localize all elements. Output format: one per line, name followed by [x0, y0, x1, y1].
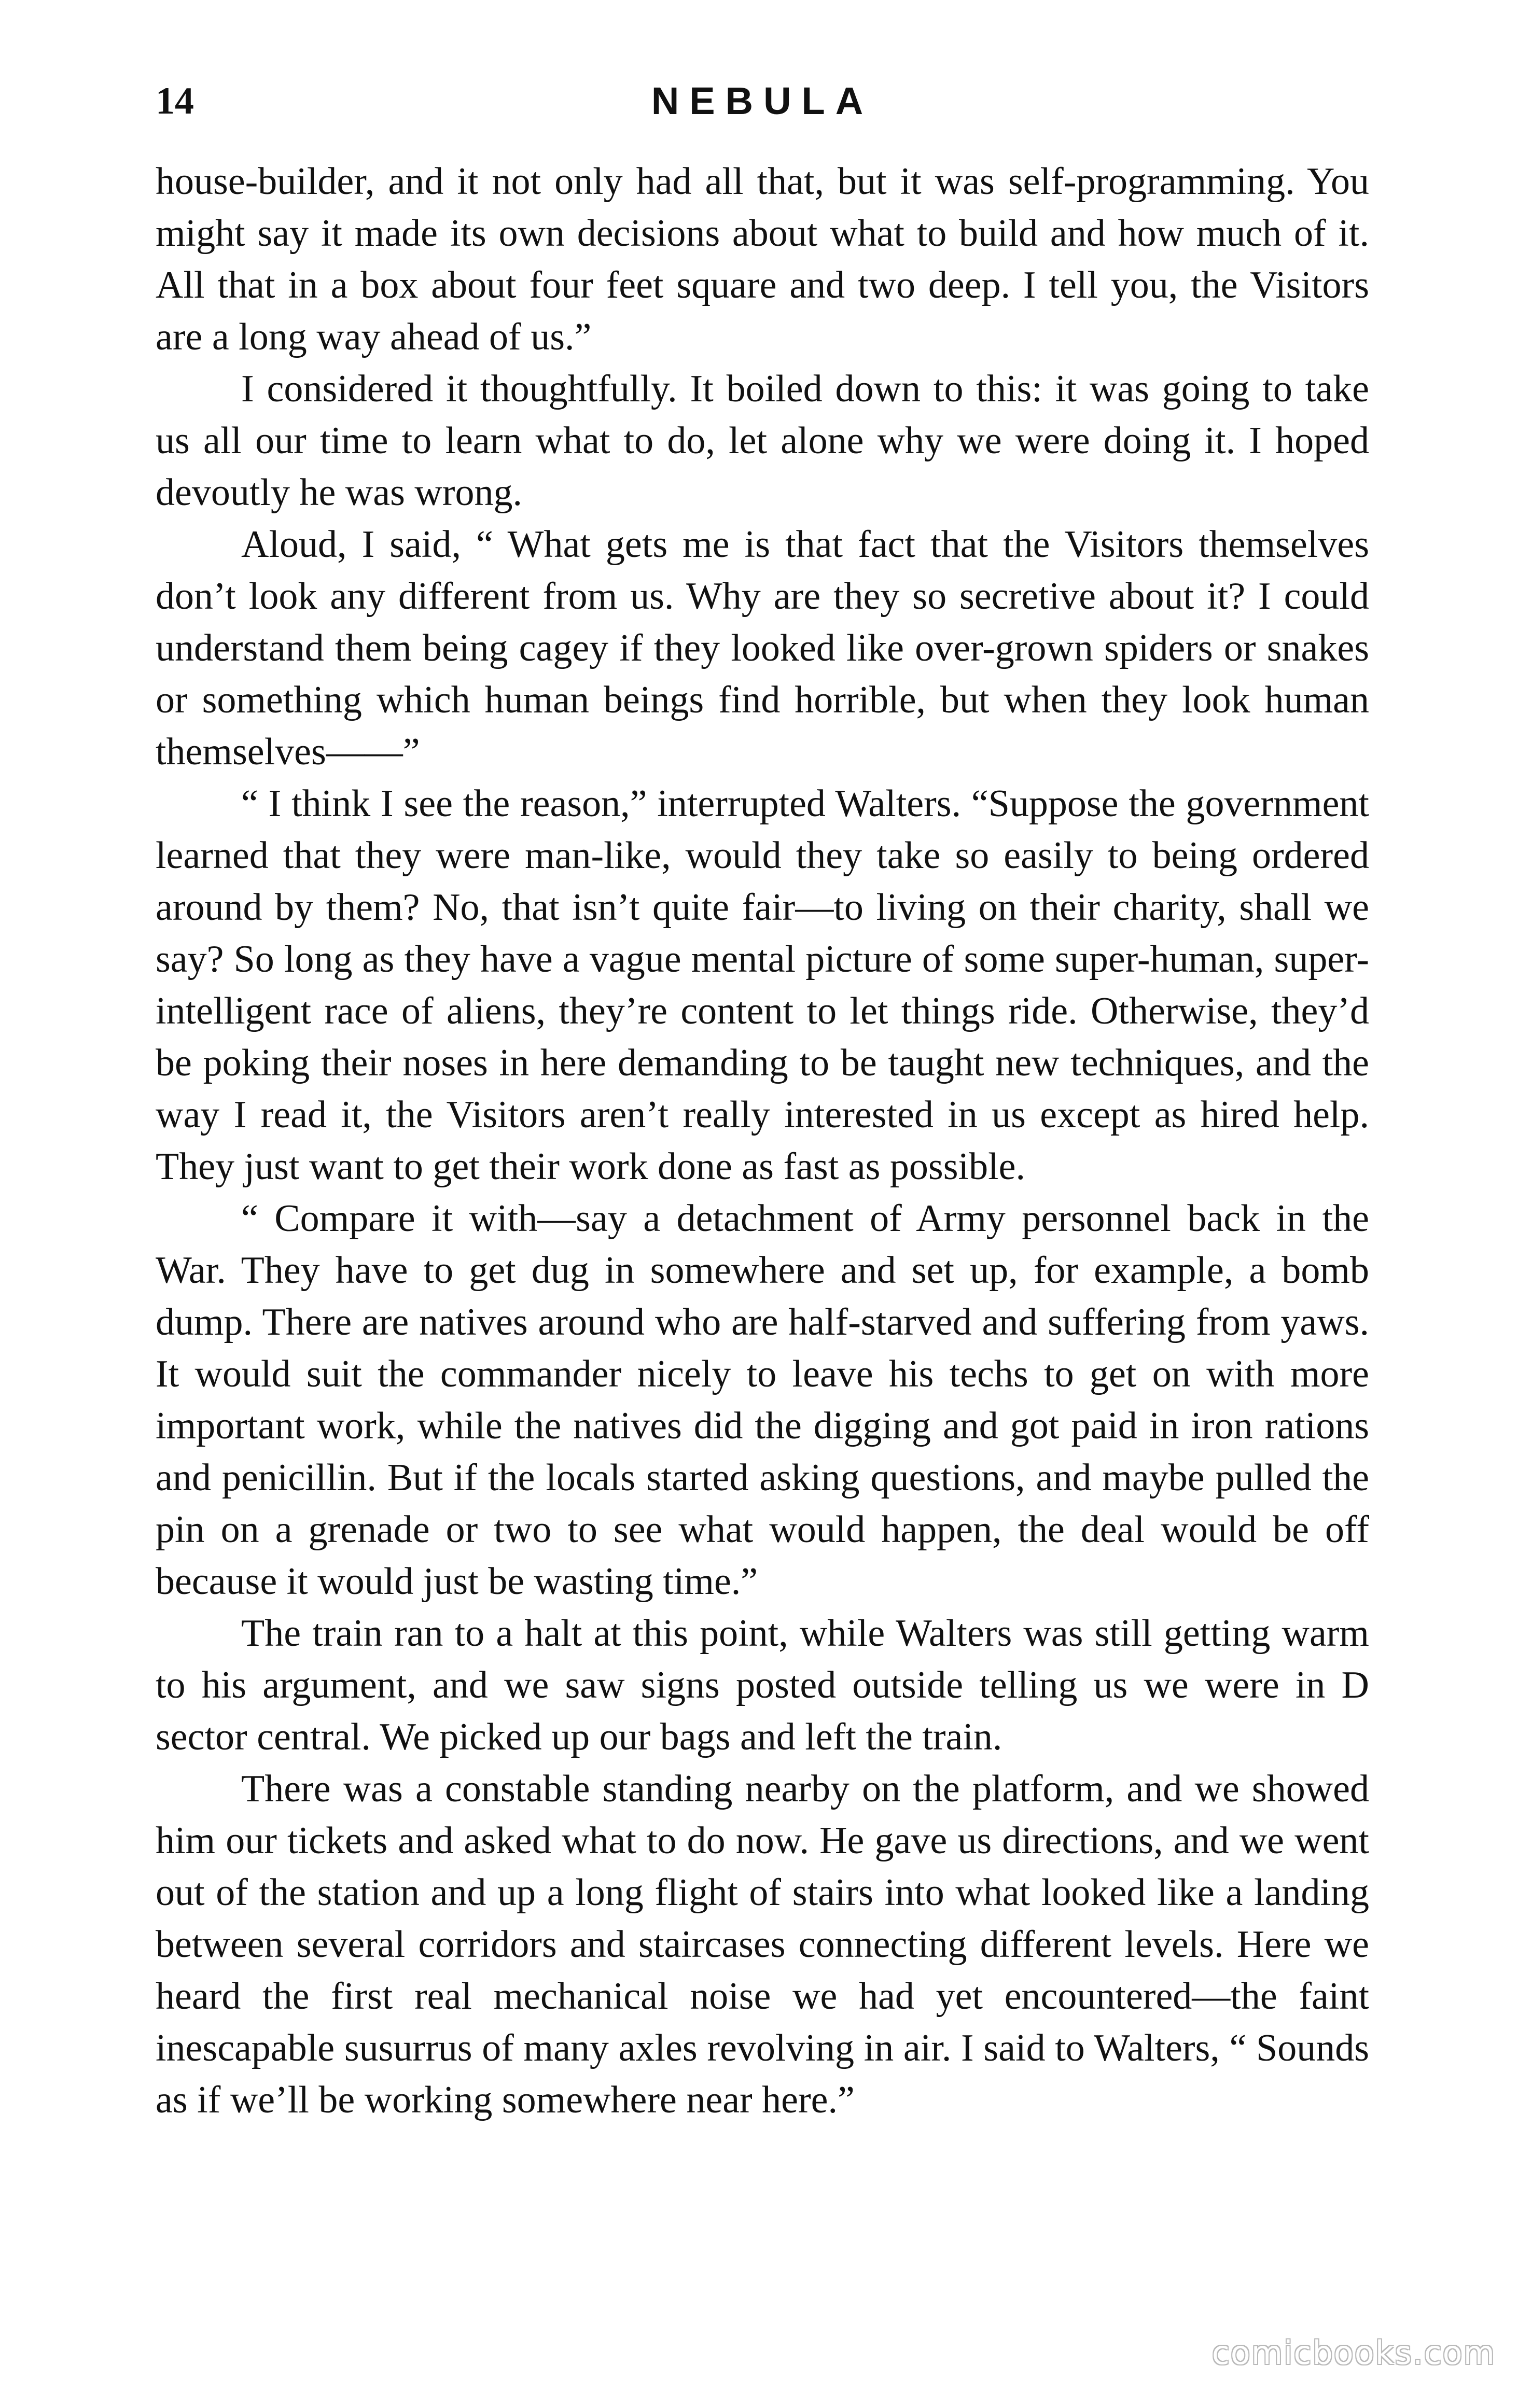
paragraph: There was a constable standing nearby on the platform, and we showed him our tickets and asked what to do now. He gave us directions, and we went out of the station and up a long flight of stairs into what looked like a landing between several corridors and staircases connecting different levels. Here we heard the first real mechanical noise we had yet encountered—the faint inescapable susurrus of many axles revolving in air. I said to Walters, “ Sounds as if we’ll be working somewhere near here.”: [156, 1768, 1369, 2121]
paragraph: Aloud, I said, “ What gets me is that fact that the Visitors themselves don’t look any different from us. Why are they so secretive about it? I could understand them being cagey if they looked like over-grown spiders or snakes or something which human beings find horrible, but when they look human themselves——”: [156, 523, 1369, 773]
page-number: 14: [156, 80, 194, 122]
paragraph-continued: house-builder, and it not only had all that, but it was self-programming. You might say it made its own decisions about what to build and how much of it. All that in a box about four feet square and two deep. I tell you, the Visitors are a long way ahead of us.”: [156, 160, 1369, 358]
running-title: NEBULA: [651, 79, 874, 122]
watermark: comicbooks.com: [1211, 2334, 1496, 2372]
paragraph: I considered it thoughtfully. It boiled down to this: it was going to take us all our time to learn what to do, let alone why we were doing it. I hoped devoutly he was wrong.: [156, 368, 1369, 514]
paragraph: “ Compare it with—say a detachment of Army personnel back in the War. They have to get dug in somewhere and set up, for example, a bomb dump. There are natives around who are half-starved and suffering from yaws. It would suit the commander nicely to leave his techs to get on with more important work, while the natives did the digging and got paid in iron rations and penicillin. But if the locals started asking questions, and maybe pulled the pin on a grenade or two to see what would happen, the deal would be off because it would just be wasting time.”: [156, 1197, 1369, 1603]
running-head: [156, 70, 1369, 132]
body-text: [156, 156, 1369, 2126]
paragraph: The train ran to a halt at this point, while Walters was still getting warm to his argument, and we saw signs posted outside telling us we were in D sector central. We picked up our bags and left the train.: [156, 1612, 1369, 1758]
paragraph: “ I think I see the reason,” interrupted Walters. “Suppose the government learned that they were man-like, would they take so easily to being ordered around by them? No, that isn’t quite fair—to living on their charity, shall we say? So long as they have a vague mental picture of some super-human, super-intelligent race of aliens, they’re content to let things ride. Otherwise, they’d be poking their noses in here demanding to be taught new techniques, and the way I read it, the Visitors aren’t really interested in us except as hired help. They just want to get their work done as fast as possible.: [156, 782, 1369, 1188]
